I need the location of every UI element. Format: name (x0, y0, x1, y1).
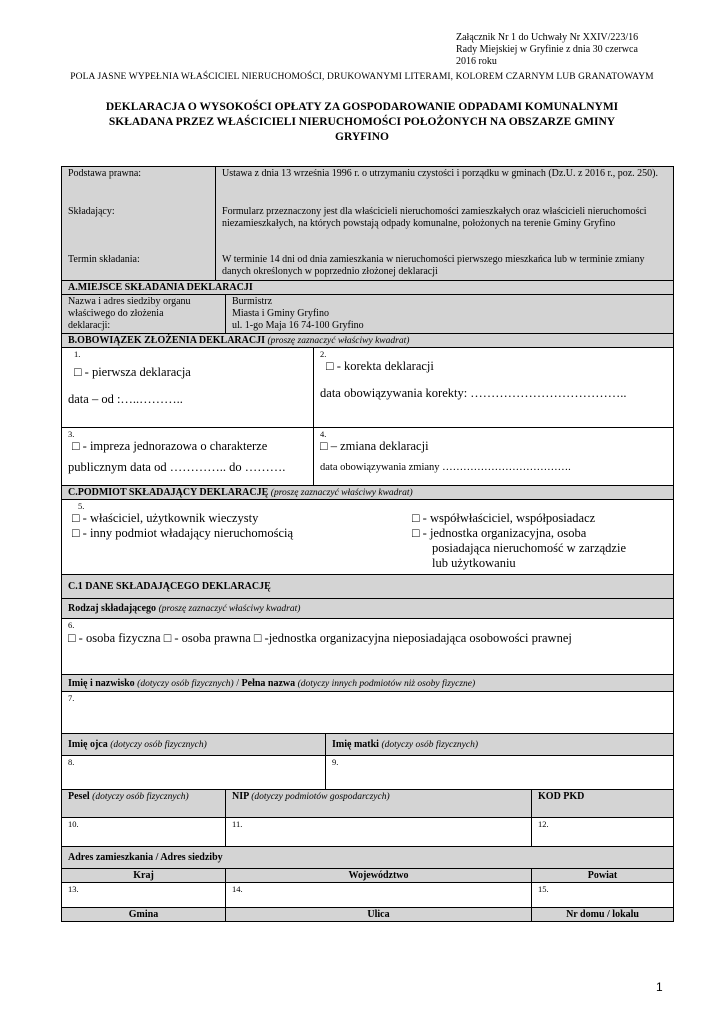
pesel-header (62, 790, 226, 818)
field-entity-type[interactable] (62, 500, 674, 575)
correction-option[interactable]: □ - korekta deklaracji (326, 359, 434, 373)
name-hint: (dotyczy osób fizycznych) (137, 678, 234, 689)
house-number-header: Nr domu / lokalu (532, 908, 674, 922)
field-7-number: 7. (68, 693, 75, 703)
authority-label-2: właściwego do złożenia (68, 308, 164, 319)
district-header: Powiat (532, 869, 674, 883)
street-header: Ulica (226, 908, 532, 922)
mother-name-field[interactable] (326, 756, 674, 790)
first-declaration-option[interactable]: □ - pierwsza deklaracja (74, 365, 191, 379)
title-line-2: SKŁADANA PRZEZ WŁAŚCICIELI NIERUCHOMOŚCI POŁOŻONYCH NA OBSZARZE GMINY (108, 116, 616, 128)
field-6-number: 6. (68, 620, 75, 630)
commune-header: Gmina (62, 908, 226, 922)
authority-value-2: Miasta i Gminy Gryfino (232, 308, 329, 319)
district-field[interactable] (532, 883, 674, 908)
father-name-header (62, 734, 326, 756)
organization-option-line-2: posiadająca nieruchomość w zarządzie (432, 541, 626, 555)
declaration-form (61, 166, 674, 922)
mother-name-label: Imię matki (332, 739, 379, 750)
nip-header (226, 790, 532, 818)
organization-option[interactable]: □ - jednostka organizacyjna, osoba (412, 526, 587, 540)
attachment-header (456, 32, 686, 68)
one-time-event-date[interactable]: publicznym data od ………….. do ………. (68, 460, 286, 474)
name-field[interactable] (62, 692, 674, 734)
authority-value-1: Burmistrz (232, 296, 273, 307)
page-number: 1 (656, 980, 663, 994)
organization-option-line-3: lub użytkowaniu (432, 556, 516, 570)
other-entity-option[interactable]: □ - inny podmiot władający nieruchomością (72, 526, 294, 540)
entity-options-right (412, 511, 626, 571)
submitter-type-label: Rodzaj składającego (68, 603, 157, 614)
pesel-label: Pesel (68, 791, 90, 802)
section-c-hint: (proszę zaznaczyć właściwy kwadrat) (270, 488, 413, 498)
field-1-number: 1. (74, 349, 81, 359)
submitter-type-header (62, 599, 674, 619)
name-separator: / (233, 677, 242, 689)
owner-option[interactable]: □ - właściciel, użytkownik wieczysty (72, 511, 259, 525)
province-field[interactable] (226, 883, 532, 908)
submitter-type-hint: (proszę zaznaczyć właściwy kwadrat) (158, 604, 301, 614)
change-date[interactable]: data obowiązywania zmiany ………………………………. (320, 462, 571, 473)
nip-hint: (dotyczy podmiotów gospodarczych) (251, 792, 390, 802)
section-b-title (62, 334, 674, 348)
full-name-hint: (dotyczy innych podmiotów niż osoby fizyczne) (297, 678, 476, 689)
legal-basis-label: Podstawa prawna: (68, 168, 142, 179)
field-15-number: 15. (538, 884, 549, 894)
pesel-hint: (dotyczy osób fizycznych) (92, 792, 189, 802)
authority-value-3: ul. 1-go Maja 16 74-100 Gryfino (232, 320, 364, 331)
section-a-title: A.MIEJSCE SKŁADANIA DEKLARACJI (62, 281, 674, 295)
authority-label (62, 295, 226, 334)
title-line-3: GRYFINO (335, 131, 389, 143)
pkd-header: KOD PKD (532, 790, 674, 818)
authority-label-1: Nazwa i adres siedziby organu (68, 296, 191, 307)
submitter-label: Składający: (68, 206, 115, 217)
full-name-label: Pełna nazwa (241, 677, 296, 689)
entity-options-left (68, 511, 412, 571)
fill-instruction: POLA JASNE WYPEŁNIA WŁAŚCICIEL NIERUCHOMOŚCI, DRUKOWANYMI LITERAMI, KOLOREM CZARNYM LUB GRANATOWAYM (70, 72, 654, 82)
name-header (62, 675, 674, 692)
field-11-number: 11. (232, 819, 243, 829)
country-field[interactable] (62, 883, 226, 908)
field-2-number: 2. (320, 349, 327, 359)
co-owner-option[interactable]: □ - współwłaściciel, współposiadacz (412, 511, 596, 525)
father-name-label: Imię ojca (68, 739, 108, 750)
pkd-field[interactable] (532, 818, 674, 847)
attachment-line-3: 2016 roku (456, 56, 497, 67)
correction-date[interactable]: data obowiązywania korekty: ……………………………….. (320, 386, 627, 400)
authority-value (226, 295, 674, 334)
submitter-type-options[interactable]: □ - osoba fizyczna □ - osoba prawna □ -jednostka organizacyjna nieposiadająca osobowości prawnej (68, 631, 572, 645)
field-submitter-type[interactable] (62, 619, 674, 675)
document-title (70, 100, 654, 145)
field-3-number: 3. (68, 429, 75, 439)
field-one-time-event[interactable] (62, 428, 314, 486)
legal-basis-text: Ustawa z dnia 13 września 1996 r. o utrzymaniu czystości i porządku w gminach (Dz.U. z 2016 r., poz. 250). (222, 168, 659, 179)
field-9-number: 9. (332, 757, 339, 767)
field-10-number: 10. (68, 819, 79, 829)
field-4-number: 4. (320, 429, 327, 439)
address-header: Adres zamieszkania / Adres siedziby (62, 847, 674, 869)
section-b-hint: (proszę zaznaczyć właściwy kwadrat) (267, 336, 410, 346)
basis-labels (62, 167, 216, 281)
attachment-line-1: Załącznik Nr 1 do Uchwały Nr XXIV/223/16 (456, 32, 639, 43)
field-5-number: 5. (78, 501, 85, 511)
nip-label: NIP (232, 791, 249, 802)
field-first-declaration[interactable] (62, 348, 314, 428)
mother-name-header (326, 734, 674, 756)
field-8-number: 8. (68, 757, 75, 767)
section-c-title (62, 486, 674, 500)
father-name-hint: (dotyczy osób fizycznych) (110, 740, 207, 750)
field-change[interactable] (314, 428, 674, 486)
father-name-field[interactable] (62, 756, 326, 790)
field-correction[interactable] (314, 348, 674, 428)
basis-values (216, 167, 674, 281)
attachment-line-2: Rady Miejskiej w Gryfinie z dnia 30 czerwca (456, 44, 638, 55)
field-13-number: 13. (68, 884, 79, 894)
first-declaration-date[interactable]: data – od :…..……….. (68, 392, 183, 406)
province-header: Województwo (226, 869, 532, 883)
name-label: Imię i nazwisko (68, 677, 135, 689)
change-option[interactable]: □ – zmiana deklaracji (320, 439, 429, 453)
pesel-field[interactable] (62, 818, 226, 847)
mother-name-hint: (dotyczy osób fizycznych) (381, 740, 479, 750)
field-12-number: 12. (538, 819, 549, 829)
country-header: Kraj (62, 869, 226, 883)
field-14-number: 14. (232, 884, 243, 894)
section-c-heading: C.PODMIOT SKŁADAJĄCY DEKLARACJĘ (68, 487, 269, 498)
nip-field[interactable] (226, 818, 532, 847)
authority-label-3: deklaracji: (68, 320, 111, 331)
deadline-text: W terminie 14 dni od dnia zamieszkania w nieruchomości pierwszego mieszkańca lub w terminie zmiany danych określonych w poprzednio złożonej deklaracji (222, 254, 645, 277)
one-time-event-option[interactable]: □ - impreza jednorazowa o charakterze (72, 439, 268, 453)
title-line-1: DEKLARACJA O WYSOKOŚCI OPŁATY ZA GOSPODAROWANIE ODPADAMI KOMUNALNYMI (105, 101, 619, 113)
deadline-label: Termin składania: (68, 254, 140, 265)
submitter-text: Formularz przeznaczony jest dla właścicieli nieruchomości zamieszkałych oraz właścicieli nieruchomości niezamieszkałych, na których powstają odpady komunalne, położonych na terenie Gminy Gryfino (222, 206, 647, 229)
section-b-heading: B.OBOWIĄZEK ZŁOŻENIA DEKLARACJI (68, 335, 265, 346)
section-c1-title: C.1 DANE SKŁADAJĄCEGO DEKLARACJĘ (62, 575, 674, 599)
